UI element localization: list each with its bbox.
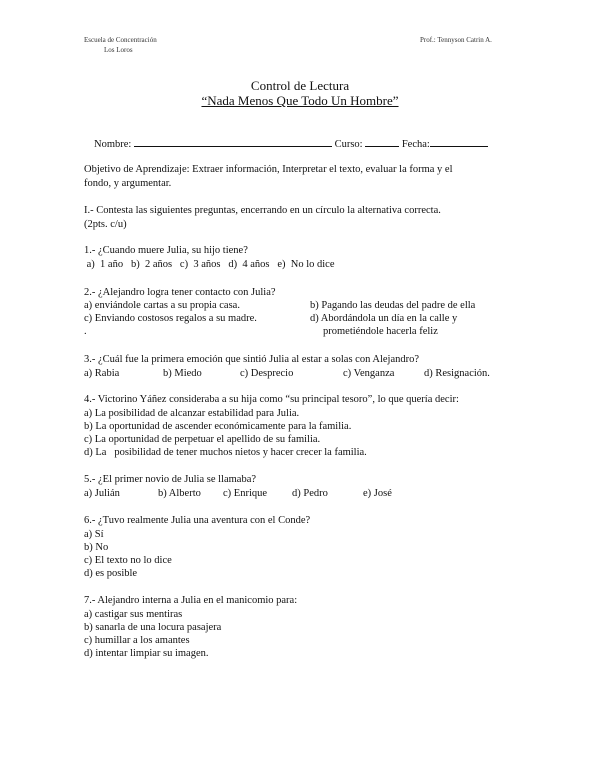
question-2-dot: . xyxy=(84,326,87,337)
question-4-option-a: a) La posibilidad de alcanzar estabilidad para Julia. xyxy=(84,408,300,419)
question-5-option-c: c) Enrique xyxy=(223,488,268,499)
question-5-option-d: d) Pedro xyxy=(292,488,328,499)
course-field[interactable] xyxy=(365,136,399,147)
question-3-option-c: c) Desprecio xyxy=(240,368,294,379)
question-3-option-a: a) Rabia xyxy=(84,368,120,379)
student-form xyxy=(94,136,488,151)
question-5-option-b: b) Alberto xyxy=(158,488,201,499)
question-7-option-b: b) sanarla de una locura pasajera xyxy=(84,622,222,633)
question-7-option-c: c) humillar a los amantes xyxy=(84,635,190,646)
school-location: Los Loros xyxy=(104,46,133,54)
question-3: 3.- ¿Cuál fue la primera emoción que sintió Julia al estar a solas con Alejandro? xyxy=(84,354,420,365)
question-7: 7.- Alejandro interna a Julia en el manicomio para: xyxy=(84,595,298,606)
question-6-option-c: c) El texto no lo dice xyxy=(84,555,172,566)
question-7-option-a: a) castigar sus mentiras xyxy=(84,609,183,620)
name-field[interactable] xyxy=(134,136,332,147)
question-1: 1.- ¿Cuando muere Julia, su hijo tiene? xyxy=(84,245,248,256)
question-5: 5.- ¿El primer novio de Julia se llamaba? xyxy=(84,474,257,485)
teacher-name: Prof.: Tennyson Catrin A. xyxy=(420,36,492,44)
question-6-option-d: d) es posible xyxy=(84,568,138,579)
question-4-option-d: d) La posibilidad de tener muchos nietos y hacer crecer la familia. xyxy=(84,447,367,458)
date-field[interactable] xyxy=(430,136,488,147)
question-4: 4.- Victorino Yáñez consideraba a su hija como “su principal tesoro”, lo que quería decir: xyxy=(84,394,459,405)
question-4-option-b: b) La oportunidad de ascender económicamente para la familia. xyxy=(84,421,352,432)
name-label: Nombre: xyxy=(94,139,132,150)
question-5-option-e: e) José xyxy=(363,488,392,499)
school-name: Escuela de Concentración xyxy=(84,36,157,44)
course-label: Curso: xyxy=(334,139,363,150)
page-subtitle: “Nada Menos Que Todo Un Hombre” xyxy=(201,93,399,108)
objective-line-2: fondo, y argumentar. xyxy=(84,178,172,189)
page-title: Control de Lectura xyxy=(250,78,350,93)
question-4-option-c: c) La oportunidad de perpetuar el apellido de su familia. xyxy=(84,434,321,445)
question-7-option-d: d) intentar limpiar su imagen. xyxy=(84,648,209,659)
question-2-option-d: d) Abordándola un día en la calle y xyxy=(310,313,458,324)
question-2: 2.- ¿Alejandro logra tener contacto con Julia? xyxy=(84,287,276,298)
date-label: Fecha: xyxy=(401,139,430,150)
question-6-option-a: a) Sí xyxy=(84,529,104,540)
question-3-option-b: b) Miedo xyxy=(163,368,202,379)
question-5-option-a: a) Julián xyxy=(84,488,120,499)
question-3-option-d: c) Venganza xyxy=(343,368,395,379)
instructions-line-2: (2pts. c/u) xyxy=(84,219,127,230)
question-6-option-b: b) No xyxy=(84,542,109,553)
question-6: 6.- ¿Tuvo realmente Julia una aventura con el Conde? xyxy=(84,515,311,526)
question-2-option-a: a) enviándole cartas a su propia casa. xyxy=(84,300,240,311)
question-2-option-b: b) Pagando las deudas del padre de ella xyxy=(310,300,476,311)
question-3-option-e: d) Resignación. xyxy=(424,368,490,379)
objective-line-1: Objetivo de Aprendizaje: Extraer información, Interpretar el texto, evaluar la forma y el xyxy=(84,164,453,175)
question-1-options: a) 1 año b) 2 años c) 3 años d) 4 años e) No lo dice xyxy=(84,259,335,270)
question-2-option-d-cont: prometiéndole hacerla feliz xyxy=(323,326,438,337)
question-2-option-c: c) Enviando costosos regalos a su madre. xyxy=(84,313,257,324)
instructions-line-1: I.- Contesta las siguientes preguntas, encerrando en un círculo la alternativa correcta. xyxy=(84,205,441,216)
